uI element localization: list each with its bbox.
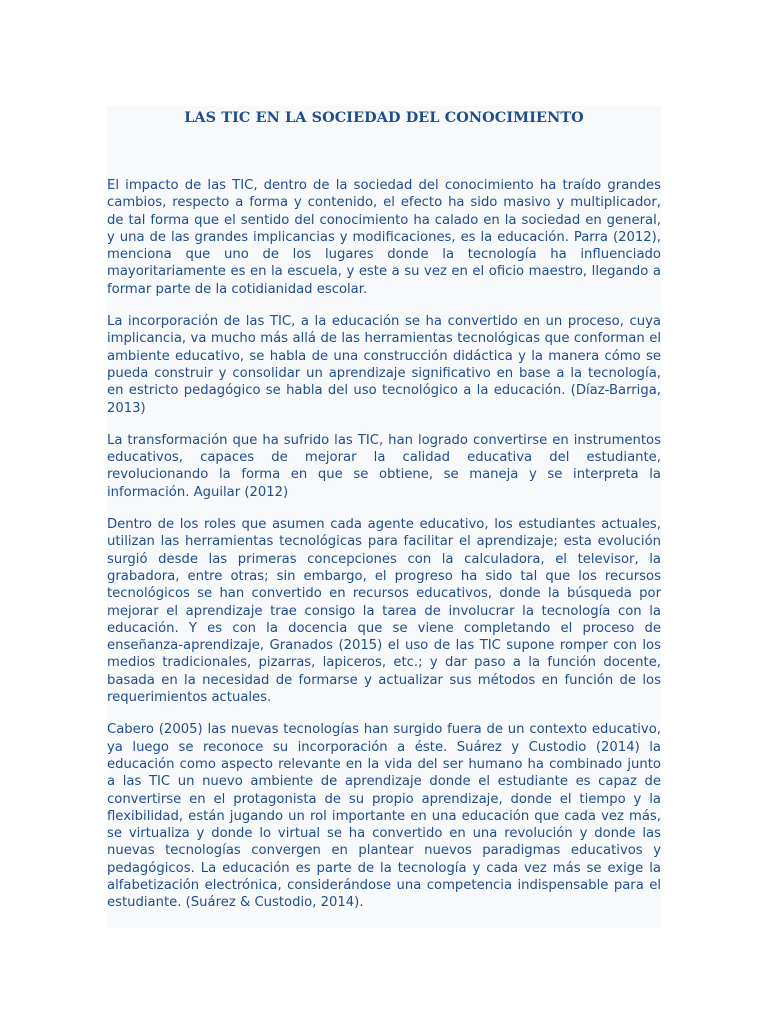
paragraph-3: La transformación que ha sufrido las TIC, han logrado convertirse en instrumentos educativos, capaces de mejorar la calidad educativa del estudiante, revolucionando la forma en que se obtiene, se maneja y se interpreta la información. Aguilar (2012) bbox=[107, 432, 661, 500]
paragraph-1: El impacto de las TIC, dentro de la sociedad del conocimiento ha traído grandes cambios, respecto a forma y contenido, el efecto ha sido masivo y multiplicador, de tal forma que el sentido del conocimiento ha calado en la sociedad en general, y una de las grandes implicancias y modificaciones, es la educación. Parra (2012), menciona que uno de los lugares donde la tecnología ha influenciado mayoritariamente es en la escuela, y este a su vez en el oficio maestro, llegando a formar parte de la cotidianidad escolar. bbox=[107, 178, 661, 297]
paragraph-4: Dentro de los roles que asumen cada agente educativo, los estudiantes actuales, utilizan las herramientas tecnológicas para facilitar el aprendizaje; esta evolución surgió desde las primeras concepciones con la calculadora, el televisor, la grabadora, entre otras; sin embargo, el progreso ha sido tal que los recursos tecnológicos se han convertido en recursos educativos, donde la búsqueda por mejorar el aprendizaje trae consigo la tarea de involucrar la tecnología con la educación. Y es con la docencia que se viene completando el proceso de enseñanza-aprendizaje, Granados (2015) el uso de las TIC supone romper con los medios tradicionales, pizarras, lapiceros, etc.; y dar paso a la función docente, basada en la necesidad de formarse y actualizar sus métodos en función de los requerimientos actuales. bbox=[107, 517, 661, 706]
paragraph-2: La incorporación de las TIC, a la educación se ha convertido en un proceso, cuya implicancia, va mucho más allá de las herramientas tecnológicas que conforman el ambiente educativo, se habla de una construcción didáctica y la manera cómo se pueda construir y consolidar un aprendizaje significativo en base a la tecnología, en estricto pedagógico se habla del uso tecnológico a la educación. (Díaz-Barriga, 2013) bbox=[107, 314, 661, 416]
document-title: LAS TIC EN LA SOCIEDAD DEL CONOCIMIENTO bbox=[184, 109, 584, 126]
paragraph-5: Cabero (2005) las nuevas tecnologías han surgido fuera de un contexto educativo, ya luego se reconoce su incorporación a éste. Suárez y Custodio (2014) la educación como aspecto relevante en la vida del ser humano ha combinado junto a las TIC un nuevo ambiente de aprendizaje donde el estudiante es capaz de convertirse en el protagonista de su propio aprendizaje, donde el tiempo y la flexibilidad, están jugando un rol importante en una educación que cada vez más, se virtualiza y donde lo virtual se ha convertido en una revolución y donde las nuevas tecnologías convergen en plantear nuevos paradigmas educativos y pedagógicos. La educación es parte de la tecnología y cada vez más se exige la alfabetización electrónica, considerándose una competencia indispensable para el estudiante. (Suárez & Custodio, 2014). bbox=[107, 722, 661, 911]
document-page bbox=[107, 106, 661, 928]
document-body bbox=[107, 177, 661, 912]
